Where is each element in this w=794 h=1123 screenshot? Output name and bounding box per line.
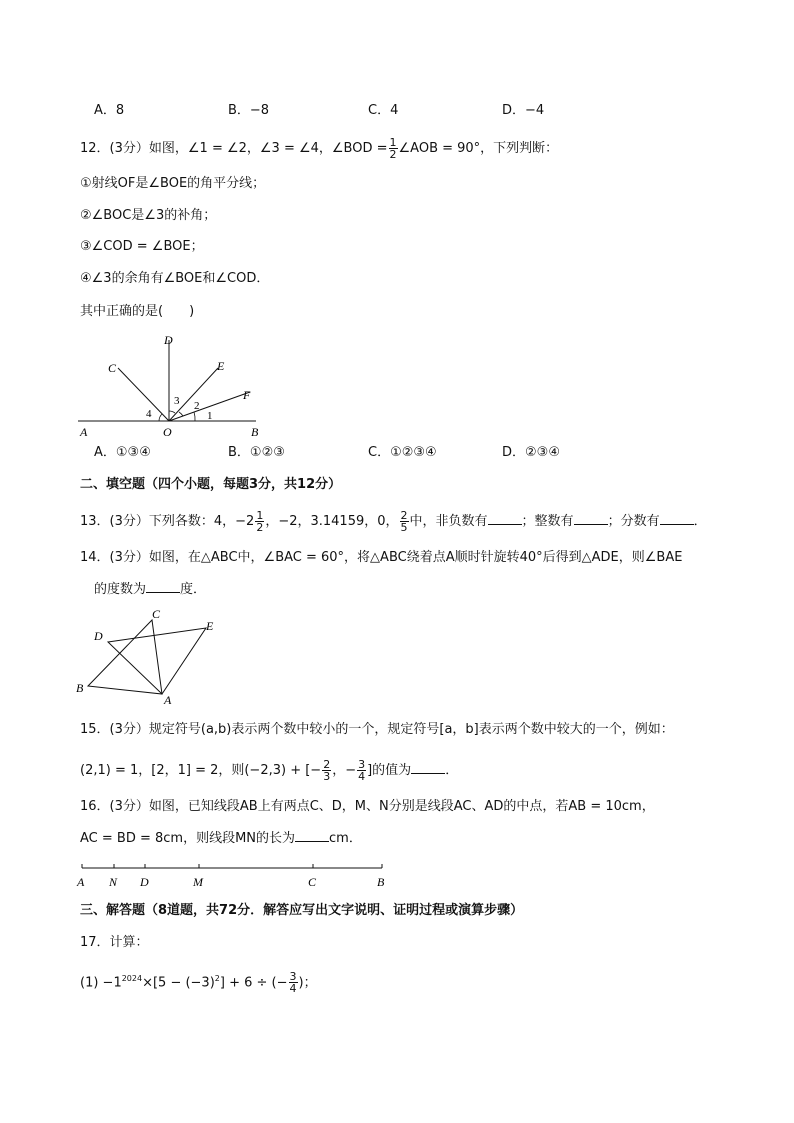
label-o: O xyxy=(163,425,172,439)
triangle-ade xyxy=(108,628,206,694)
q13-fraction xyxy=(400,510,409,533)
q15-line-2b: ]的值为 xyxy=(367,763,412,778)
q15-sep: ，− xyxy=(332,763,357,778)
q16-line-2 xyxy=(80,829,362,848)
label-b: B xyxy=(76,681,84,695)
q17-fraction xyxy=(289,971,298,994)
q12-question: 其中正确的是( ) xyxy=(80,304,195,319)
q13-blank-3[interactable] xyxy=(660,512,694,525)
q13-mixed-fraction xyxy=(255,510,264,533)
q14-line-2a: 的度数为 xyxy=(94,582,147,597)
q12-option-a: A．①③④ xyxy=(94,445,151,460)
q13-frac-num: 2 xyxy=(400,509,408,522)
label-c: C xyxy=(152,607,161,621)
q13-part-f: ． xyxy=(693,514,707,529)
label-m: M xyxy=(193,875,203,889)
section-2-heading: 二、填空题（四个小题，每题3分，共12分） xyxy=(80,477,342,492)
q12-stem xyxy=(80,137,558,160)
label-n: N xyxy=(109,875,118,889)
q12-option-d: D．②③④ xyxy=(502,445,560,460)
q17-p1a: (1) −1 xyxy=(80,975,122,991)
label-4: 4 xyxy=(146,408,152,420)
q12-option-c: C．①②③④ xyxy=(368,445,437,460)
q14-blank[interactable] xyxy=(146,580,180,593)
q12-angle-figure xyxy=(74,332,264,440)
q12-frac-num: 1 xyxy=(389,136,397,149)
label-a: A xyxy=(164,693,172,706)
label-a: A xyxy=(80,425,88,439)
label-3: 3 xyxy=(174,395,180,407)
q17-title: 17．计算： xyxy=(80,935,149,950)
label-a: A xyxy=(77,875,85,889)
q15-f2-num: 3 xyxy=(358,758,366,771)
q12-stem-a: 12．(3分）如图，∠1 = ∠2，∠3 = ∠4，∠BOD = xyxy=(80,141,388,156)
q13-blank-2[interactable] xyxy=(574,512,608,525)
q15-blank[interactable] xyxy=(411,761,445,774)
q15-line-2a: (2,1) = 1，[2，1] = 2，则(−2,3) + [− xyxy=(80,763,322,778)
q17-p1d: )； xyxy=(298,975,317,991)
q12-statement-4: ④∠3的余角有∠BOE和∠COD． xyxy=(80,271,270,286)
q12-fraction xyxy=(389,137,398,160)
label-e: E xyxy=(206,619,214,633)
label-d: D xyxy=(94,629,103,643)
arc-2 xyxy=(179,412,183,416)
label-c: C xyxy=(108,361,117,375)
q16-line-2b: cm． xyxy=(329,831,362,846)
q17-frac-den: 4 xyxy=(289,982,297,996)
q12-statement-2: ②∠BOC是∠3的补角； xyxy=(80,208,217,223)
q16-line-1: 16．(3分）如图，已知线段AB上有两点C、D，M、N分别是线段AC、AD的中点，若AB = 10cm， xyxy=(80,799,655,814)
q17-frac-num: 3 xyxy=(289,970,297,984)
q12-statement-3: ③∠COD = ∠BOE； xyxy=(80,239,204,254)
label-e: E xyxy=(217,359,225,373)
q15-f1-den: 3 xyxy=(323,770,331,783)
q13-part-b: ，−2，3.14159，0， xyxy=(265,514,399,529)
q15-f2-den: 4 xyxy=(358,770,366,783)
q13-part-d: ；整数有 xyxy=(521,514,574,529)
q13-mixed-den: 2 xyxy=(256,521,264,534)
q17-part-1 xyxy=(80,970,317,994)
q14-rotation-figure xyxy=(74,604,224,706)
q11-option-d: D．−4 xyxy=(502,103,545,118)
q11-option-c: C．4 xyxy=(368,103,399,118)
section-3-heading: 三、解答题（8道题，共72分．解答应写出文字说明、证明过程或演算步骤） xyxy=(80,903,524,918)
q15-fraction-1 xyxy=(322,759,331,782)
q12-option-b: B．①②③ xyxy=(228,445,285,460)
q13-blank-1[interactable] xyxy=(488,512,522,525)
ray-oc xyxy=(118,368,169,421)
q14-line-2b: 度． xyxy=(180,582,207,597)
q11-option-a: A．8 xyxy=(94,103,125,118)
label-b: B xyxy=(251,425,259,439)
q15-line-2 xyxy=(80,759,458,782)
label-2: 2 xyxy=(194,400,200,412)
q17-p1c: ] + 6 ÷ (− xyxy=(219,975,288,991)
q13-frac-den: 5 xyxy=(400,521,408,534)
arc-4 xyxy=(159,414,162,421)
q15-fraction-2 xyxy=(357,759,366,782)
q16-line-2a: AC = BD = 8cm，则线段MN的长为 xyxy=(80,831,296,846)
q17-exponent: 2024 xyxy=(121,974,143,983)
q13-mixed-num: 1 xyxy=(256,509,264,522)
q14-line-1: 14．(3分）如图，在△ABC中，∠BAC = 60°，将△ABC绕着点A顺时针旋转40°后得到△ADE，则∠BAE xyxy=(80,550,683,565)
q14-line-2 xyxy=(94,580,206,599)
q13-part-e: ；分数有 xyxy=(607,514,660,529)
q12-statement-1: ①射线OF是∠BOE的角平分线； xyxy=(80,176,266,191)
q13-part-a: 13．(3分）下列各数：4，−2 xyxy=(80,514,255,529)
q16-segment-figure xyxy=(74,858,394,890)
q17-exponent-2: 2 xyxy=(214,974,220,983)
label-d: D xyxy=(164,333,173,347)
q13-part-c: 中，非负数有 xyxy=(409,514,488,529)
arc-1 xyxy=(194,412,195,421)
arc-3 xyxy=(169,411,175,413)
q15-line-1: 15．(3分）规定符号(a,b)表示两个数中较小的一个，规定符号[a，b]表示两个数中较大的一个，例如： xyxy=(80,722,674,737)
q17-p1b: ×[5 − (−3) xyxy=(142,975,215,991)
label-d: D xyxy=(140,875,149,889)
label-1: 1 xyxy=(207,410,213,422)
label-c: C xyxy=(308,875,317,889)
q13-stem xyxy=(80,510,707,533)
q12-frac-den: 2 xyxy=(389,148,397,161)
q15-line-2c: ． xyxy=(445,763,459,778)
q11-option-b: B．−8 xyxy=(228,103,270,118)
label-b: B xyxy=(377,875,385,889)
q16-blank[interactable] xyxy=(295,829,329,842)
q12-stem-b: ∠AOB = 90°，下列判断： xyxy=(398,141,559,156)
q15-f1-num: 2 xyxy=(323,758,331,771)
label-f: F xyxy=(243,388,251,402)
